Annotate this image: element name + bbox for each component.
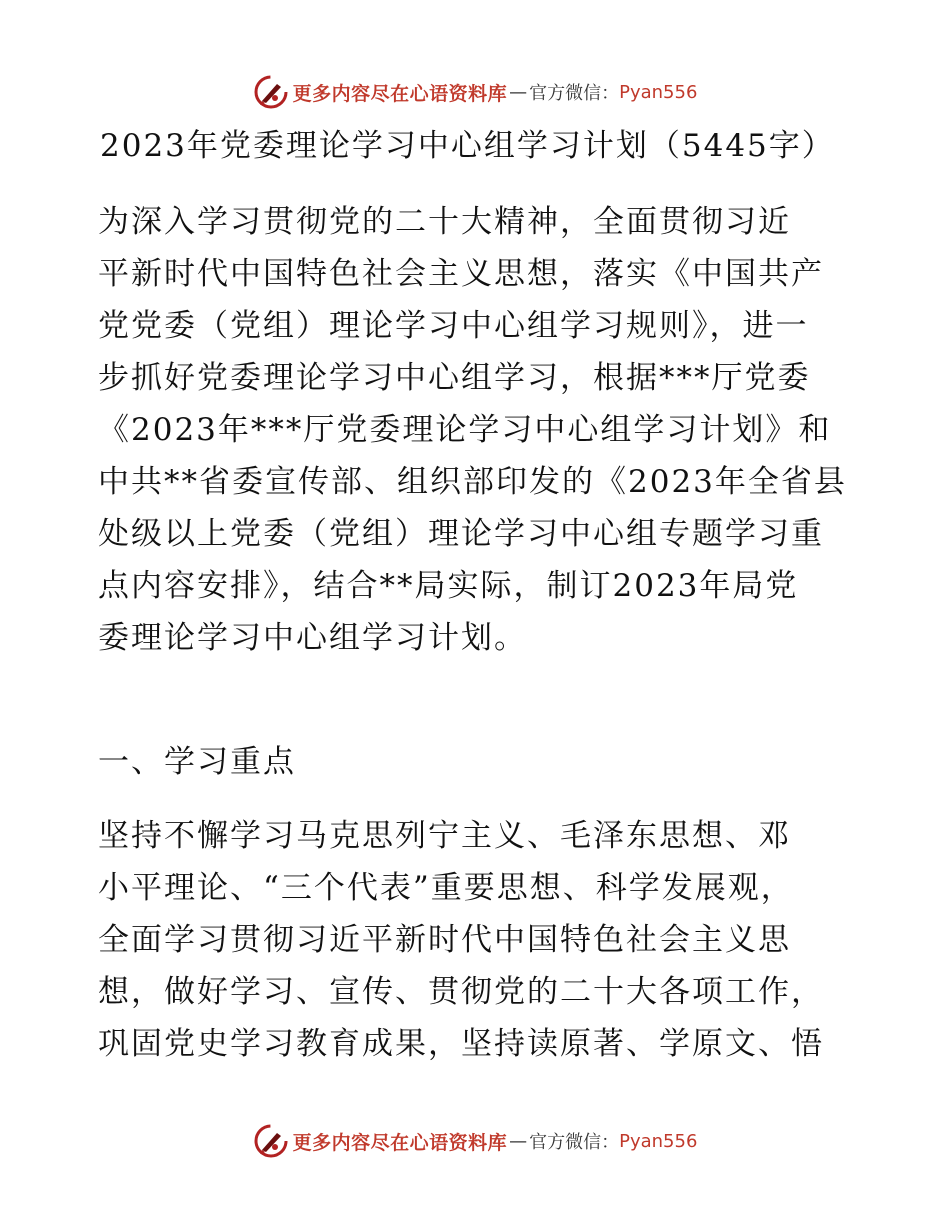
pen-logo-icon xyxy=(253,1123,289,1159)
text-line: 想，做好学习、宣传、贯彻党的二十大各项工作， xyxy=(98,974,824,1010)
banner-separator: — xyxy=(509,81,528,103)
text-line: 中共**省委宣传部、组织部印发的《2023年全省县 xyxy=(98,464,847,500)
text-line: 处级以上党委（党组）理论学习中心组专题学习重 xyxy=(98,516,824,552)
header-watermark-banner xyxy=(0,72,950,112)
text-line: 平新时代中国特色社会主义思想，落实《中国共产 xyxy=(98,256,824,292)
banner-main-text: 更多内容尽在心语资料库 xyxy=(292,1131,508,1154)
banner-separator: — xyxy=(509,1130,528,1152)
text-line: 巩固党史学习教育成果，坚持读原著、学原文、悟 xyxy=(98,1026,824,1062)
text-line: 坚持不懈学习马克思列宁主义、毛泽东思想、邓 xyxy=(98,818,791,854)
document-title: 2023年党委理论学习中心组学习计划（5445字） xyxy=(100,128,835,164)
banner-wechat-id: Pyan556 xyxy=(619,1130,698,1152)
intro-paragraph xyxy=(98,196,858,664)
text-line: 党党委（党组）理论学习中心组学习规则》，进一 xyxy=(98,308,809,344)
pen-logo-icon xyxy=(253,74,289,110)
text-line: 委理论学习中心组学习计划。 xyxy=(98,620,527,656)
footer-watermark-banner xyxy=(0,1121,950,1161)
banner-sub-text: 官方微信： xyxy=(529,1132,620,1153)
text-line: 全面学习贯彻习近平新时代中国特色社会主义思 xyxy=(98,922,791,958)
section-heading xyxy=(98,736,858,788)
text-line: 点内容安排》，结合**局实际，制订2023年局党 xyxy=(98,568,799,604)
banner-main-text: 更多内容尽在心语资料库 xyxy=(292,82,508,105)
text-line: 为深入学习贯彻党的二十大精神，全面贯彻习近 xyxy=(98,204,791,240)
banner-wechat-id: Pyan556 xyxy=(619,81,698,103)
text-line: 小平理论、“三个代表”重要思想、科学发展观， xyxy=(98,870,794,906)
section-heading-text: 一、学习重点 xyxy=(98,744,296,780)
banner-sub-text: 官方微信： xyxy=(529,83,620,104)
text-line: 步抓好党委理论学习中心组学习，根据***厅党委 xyxy=(98,360,811,396)
text-line: 《2023年***厅党委理论学习中心组学习计划》和 xyxy=(98,412,832,448)
section-paragraph xyxy=(98,810,858,1070)
